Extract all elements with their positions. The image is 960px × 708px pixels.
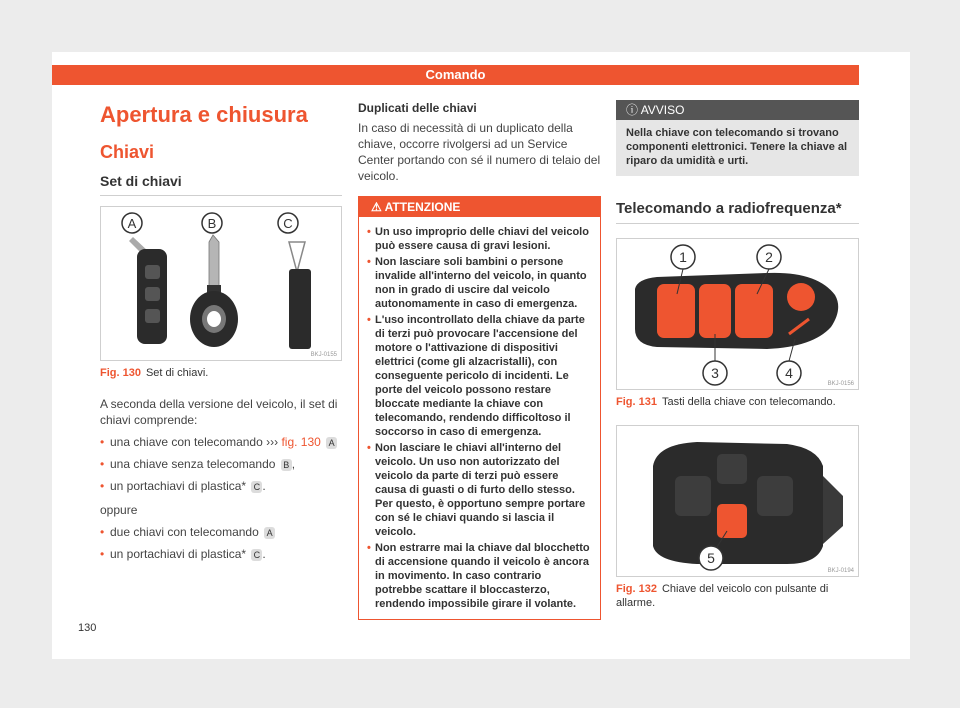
- svg-text:5: 5: [707, 550, 715, 566]
- warning-header: ⚠ ATTENZIONE: [359, 197, 600, 217]
- label-a-marker: [122, 213, 142, 233]
- figure-132-caption: [616, 582, 859, 610]
- figure-131: [616, 238, 859, 390]
- info-icon: ⓘ: [626, 103, 641, 117]
- remote-buttons-illustration: [617, 239, 858, 389]
- fig-number: Fig. 132: [616, 583, 657, 595]
- page-title: Apertura e chiusura: [100, 102, 308, 127]
- badge: A: [264, 527, 275, 539]
- svg-text:1: 1: [679, 249, 687, 265]
- alarm-button-icon: [717, 504, 747, 538]
- label-b-marker: [202, 213, 222, 233]
- column-1: [100, 100, 342, 562]
- label-c: C: [283, 216, 293, 231]
- unlock-button-icon: [735, 284, 773, 338]
- notice-box: [616, 100, 859, 176]
- flip-key-icon: [129, 237, 167, 344]
- notice-text: Nella chiave con telecomando si trovano componenti elettronici. Tenere la chiave al riparo da umidità e urti.: [626, 127, 848, 167]
- figure-131-caption: [616, 395, 859, 409]
- list-item: • una chiave con telecomando ››› fig. 130 A: [100, 434, 342, 450]
- duplicate-text: In caso di necessità di un duplicato della chiave, occorre rivolgersi ad un Service Center portando con sé il numero di telaio del veicolo.: [358, 121, 601, 183]
- caption-text: Tasti della chiave con telecomando.: [661, 396, 836, 408]
- figure-130: [100, 206, 342, 361]
- release-button-icon: [787, 283, 815, 311]
- page-number: 130: [78, 622, 97, 634]
- warning-item: • Non estrarre mai la chiave dal blocchetto di accensione quando il veicolo è ancora in movimento. In caso contrario potrebbe scattare il bloccasterzo, rendendo impossibile girare il volante.: [367, 541, 590, 611]
- figure-ref: BKJ-0194: [827, 568, 854, 574]
- list-item: • un portachiavi di plastica* C .: [100, 478, 342, 494]
- figure-132: [616, 425, 859, 577]
- svg-text:2: 2: [765, 249, 773, 265]
- oppure-text: oppure: [100, 503, 138, 517]
- plain-key-icon: [190, 235, 238, 347]
- warning-list: [359, 217, 600, 619]
- chapter-header: Comando: [52, 65, 859, 85]
- section-heading-remote: Telecomando a radiofrequenza*: [616, 200, 859, 224]
- alarm-key-illustration: [617, 426, 858, 576]
- svg-text:3: 3: [711, 365, 719, 381]
- figure-130-caption: [100, 366, 342, 380]
- caption-text: Chiave del veicolo con pulsante di allarme.: [616, 583, 829, 609]
- list-item: • una chiave senza telecomando B ,: [100, 456, 342, 472]
- intro-text: A seconda della versione del veicolo, il set di chiavi comprende:: [100, 397, 338, 427]
- warning-item: • L'uso incontrollato della chiave da parte di terzi può provocare l'accensione del motore o l'attivazione di dispositivi elettrici (come gli alzacristalli), con conseguente pericolo di incidenti. Le porte del veicolo possono restare bloccate mediante la chiave con telecomando, rendendo difficoltoso il soccorso in caso di emergenza.: [367, 313, 590, 439]
- badge: A: [326, 437, 337, 449]
- column-2: [358, 100, 601, 620]
- key-list-1: [100, 434, 342, 494]
- warning-icon: ⚠: [371, 200, 385, 214]
- warning-item: • Non lasciare le chiavi all'interno del veicolo. Un uso non autorizzato del veicolo da parte di terzi può essere causa di guasti o di furto dello stesso. Per questo, è opportuno sempre portare con sé le chiavi quando si lascia il veicolo.: [367, 441, 590, 539]
- key-set-illustration: [101, 207, 341, 360]
- lock-button-icon: [675, 476, 711, 516]
- caption-text: Set di chiavi.: [145, 367, 209, 379]
- label-c-marker: [278, 213, 298, 233]
- section-heading: Set di chiavi: [100, 173, 342, 196]
- fig-number: Fig. 131: [616, 396, 657, 408]
- notice-header: ⓘ AVVISO: [616, 100, 859, 120]
- trunk-button-icon: [699, 284, 731, 338]
- figure-link[interactable]: fig. 130: [281, 435, 321, 449]
- list-item: • un portachiavi di plastica* C .: [100, 546, 342, 562]
- list-item: • due chiavi con telecomando A: [100, 524, 342, 540]
- lock-button-icon: [657, 284, 695, 338]
- badge: B: [281, 459, 292, 471]
- warning-item: • Non lasciare soli bambini o persone invalide all'interno del veicolo, in quanto non in grado di uscire dal veicolo autonomamente in caso di emergenza.: [367, 255, 590, 311]
- trunk-button-icon: [717, 454, 747, 484]
- fig-number: Fig. 130: [100, 367, 141, 379]
- label-a: A: [127, 216, 137, 231]
- warning-box: [358, 196, 601, 620]
- label-b: B: [207, 216, 217, 231]
- warning-item: • Un uso improprio delle chiavi del veicolo può essere causa di gravi lesioni.: [367, 225, 590, 253]
- badge: C: [251, 549, 262, 561]
- svg-text:4: 4: [785, 365, 793, 381]
- duplicate-heading: Duplicati delle chiavi: [358, 101, 477, 115]
- figure-ref: BKJ-0155: [310, 352, 337, 358]
- subtitle: Chiavi: [100, 142, 155, 162]
- plastic-fob-icon: [289, 242, 311, 349]
- figure-ref: BKJ-0156: [827, 381, 854, 387]
- key-list-2: [100, 524, 342, 562]
- column-3: [616, 100, 859, 610]
- badge: C: [251, 481, 262, 493]
- unlock-button-icon: [757, 476, 793, 516]
